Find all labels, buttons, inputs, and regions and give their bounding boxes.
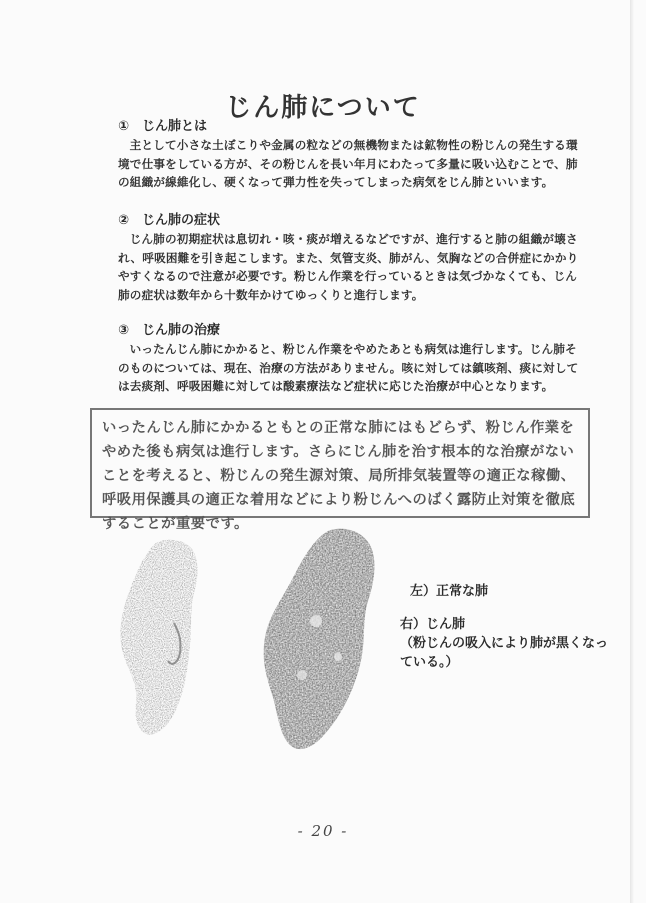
notice-box bbox=[90, 408, 590, 532]
pneumoconiosis-lung-image bbox=[258, 525, 388, 755]
section-title: じん肺の治療 bbox=[142, 323, 221, 338]
caption-pneumoconiosis-note: （粉じんの吸入により肺が黒くなっている。） bbox=[400, 636, 609, 670]
page-number: - 20 - bbox=[297, 822, 349, 840]
page-edge bbox=[630, 0, 634, 903]
section-title: じん肺とは bbox=[142, 119, 208, 134]
notice-text: いったんじん肺にかかるともとの正常な肺にはもどらず、粉じん作業をやめた後も病気は進行します。さらにじん肺を治す根本的な治療がないことを考えると、粉じんの発生源対策、局所排気装置等の適正な稼働、呼吸用保護具の適正な着用などにより粉じんへのばく露防止対策を徹底することが重要です。 bbox=[102, 420, 576, 532]
section-heading bbox=[118, 212, 588, 230]
normal-lung-image bbox=[108, 535, 218, 740]
section-body: いったんじん肺にかかると、粉じん作業をやめたあとも病気は進行します。じん肺そのものについては、現在、治療の方法がありません。咳に対しては鎮咳剤、痰に対しては去痰剤、呼吸困難に対しては酸素療法など症状に応じた治療が中心となります。 bbox=[118, 342, 579, 393]
section-what-is-pneumoconiosis bbox=[118, 118, 588, 192]
caption-normal-lung: 左）正常な肺 bbox=[410, 584, 489, 599]
section-number: ① bbox=[118, 119, 130, 134]
section-number: ③ bbox=[118, 323, 130, 338]
section-heading bbox=[118, 322, 588, 340]
page-title: じん肺について bbox=[225, 93, 421, 124]
section-heading bbox=[118, 118, 588, 136]
caption-pneumoconiosis-title: 右）じん肺 bbox=[400, 617, 466, 632]
section-body: 主として小さな土ぼこりや金属の粒などの無機物または鉱物性の粉じんの発生する環境で仕事をしている方が、その粉じんを長い年月にわたって多量に吸い込むことで、肺の組織が線維化し、硬くなって弾力性を失ってしまった病気をじん肺といいます。 bbox=[118, 138, 578, 189]
section-treatment bbox=[118, 322, 588, 396]
section-body: じん肺の初期症状は息切れ・咳・痰が増えるなどですが、進行すると肺の組織が壊され、呼吸困難を引き起こします。また、気管支炎、肺がん、気胸などの合併症にかかりやすくなるので注意が必要です。粉じん作業を行っているときは気づかなくても、じん肺の症状は数年から十数年かけてゆっくりと進行します。 bbox=[118, 232, 579, 302]
section-symptoms bbox=[118, 212, 588, 304]
caption-pneumoconiosis bbox=[400, 615, 610, 672]
section-title: じん肺の症状 bbox=[142, 213, 221, 228]
section-number: ② bbox=[118, 213, 130, 228]
